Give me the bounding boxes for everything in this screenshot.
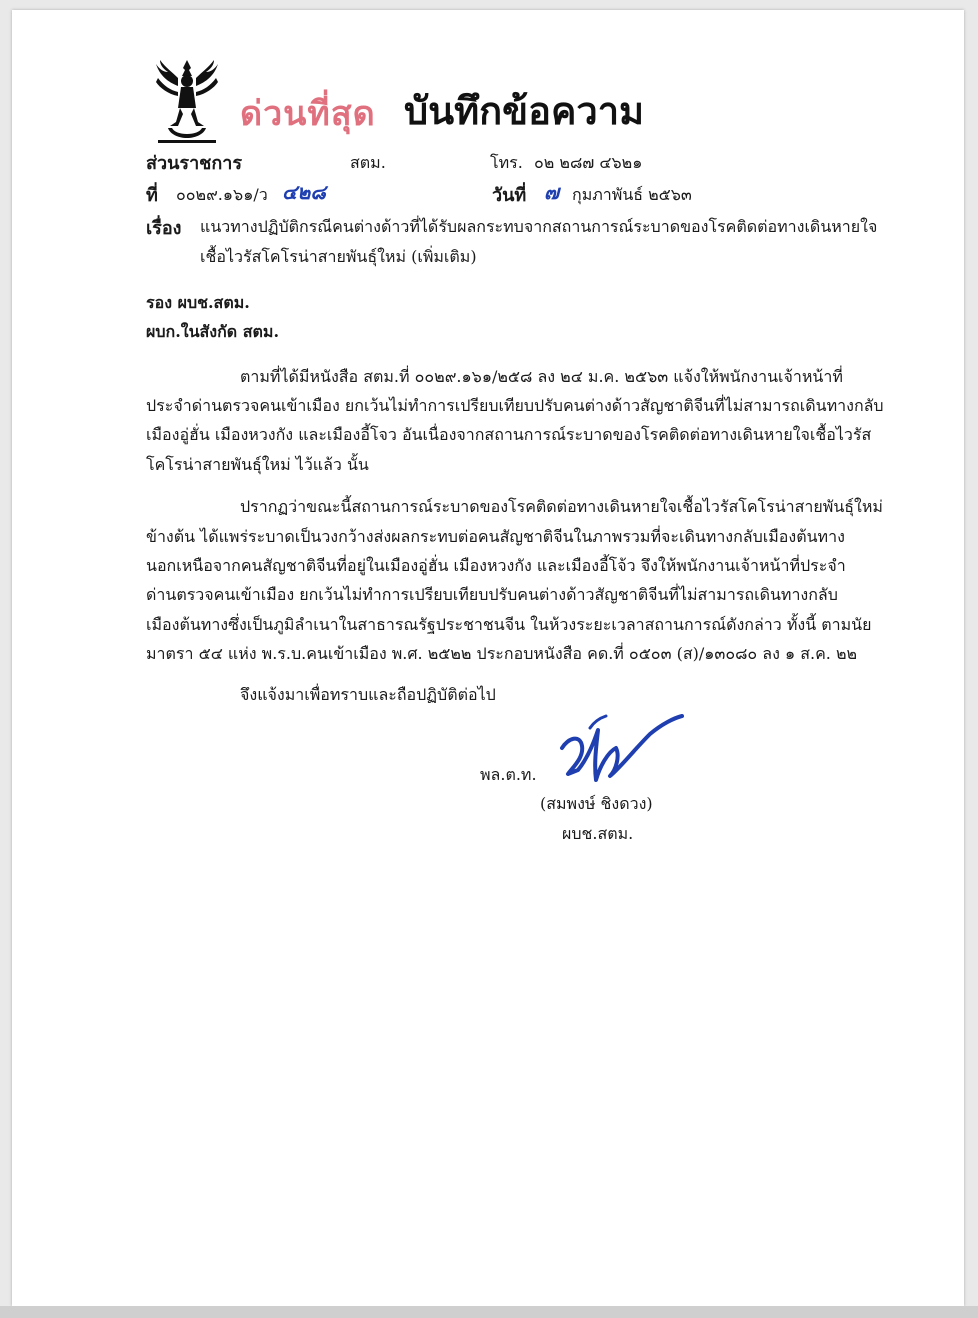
- para1-line: ตามที่ได้มีหนังสือ สตม.ที่ ๐๐๒๙.๑๖๑/๒๕๘ ลง ๒๔ ม.ค. ๒๕๖๓ แจ้งให้พนักงานเจ้าหน้าที่: [240, 367, 843, 386]
- memo-page: [12, 10, 964, 1306]
- recipient-line-1: รอง ผบช.สตม.: [146, 293, 250, 312]
- para1-line: ประจำด่านตรวจคนเข้าเมือง ยกเว้นไม่ทำการเปรียบเทียบปรับคนต่างด้าวสัญชาติจีนที่ไม่สามารถเดินทางกลับ: [146, 396, 884, 415]
- signer-rank: พล.ต.ท.: [480, 765, 537, 784]
- department-label: ส่วนราชการ: [146, 153, 243, 174]
- department-value: สตม.: [350, 153, 386, 172]
- scan-bottom-edge: [0, 1306, 978, 1318]
- garuda-emblem-icon: [150, 56, 224, 146]
- para2-line: เมืองต้นทางซึ่งเป็นภูมิลำเนาในสาธารณรัฐประชาชนจีน ในห้วงระยะเวลาสถานการณ์ดังกล่าว ทั้งนี้ ตามนัย: [146, 615, 872, 634]
- para1-line: โคโรน่าสายพันธุ์ใหม่ ไว้แล้ว นั้น: [146, 455, 369, 474]
- closing-line: จึงแจ้งมาเพื่อทราบและถือปฏิบัติต่อไป: [240, 685, 496, 704]
- para2-line: ข้างต้น ได้แพร่ระบาดเป็นวงกว้างส่งผลกระทบต่อคนสัญชาติจีนในภาพรวมที่จะเดินทางกลับเมืองต้นทาง: [146, 527, 845, 546]
- para2-line: นอกเหนือจากคนสัญชาติจีนที่อยู่ในเมืองอู่ฮั่น เมืองหวงกัง และเมืองอี้โจ้ว จึงให้พนักงานเจ้าหน้าที่ประจำ: [146, 556, 846, 575]
- urgency-stamp: ด่วนที่สุด: [240, 94, 376, 134]
- handwritten-signature: [550, 708, 690, 798]
- phone-label: โทร.: [490, 153, 523, 172]
- date-day-handwritten: ๗: [544, 180, 560, 204]
- para2-line: ปรากฏว่าขณะนี้สถานการณ์ระบาดของโรคติดต่อทางเดินหายใจเชื้อไวรัสโคโรน่าสายพันธุ์ใหม่: [240, 497, 883, 516]
- date-label: วันที่: [492, 185, 527, 206]
- subject-label: เรื่อง: [146, 218, 182, 239]
- date-rest: กุมภาพันธ์ ๒๕๖๓: [572, 185, 692, 204]
- recipient-line-2: ผบก.ในสังกัด สตม.: [146, 322, 280, 341]
- subject-line-1: แนวทางปฏิบัติกรณีคนต่างด้าวที่ได้รับผลกระทบจากสถานการณ์ระบาดของโรคติดต่อทางเดินหายใจ: [200, 217, 878, 236]
- signer-position: ผบช.สตม.: [562, 824, 634, 843]
- para2-line: มาตรา ๕๔ แห่ง พ.ร.บ.คนเข้าเมือง พ.ศ. ๒๕๒๒ ประกอบหนังสือ คด.ที่ ๐๕๐๓ (ส)/๑๓๐๘๐ ลง ๑ ส.ค. ๒๒: [146, 644, 858, 663]
- para1-line: เมืองอู่ฮั่น เมืองหวงกัง และเมืองอี้โจว อันเนื่องจากสถานการณ์ระบาดของโรคติดต่อทางเดินหายใจเชื้อไวรัส: [146, 425, 872, 444]
- ref-prefix: ๐๐๒๙.๑๖๑/ว: [176, 185, 268, 204]
- subject-line-2: เชื้อไวรัสโคโรน่าสายพันธุ์ใหม่ (เพิ่มเติม): [200, 247, 477, 266]
- signer-name: (สมพงษ์ ชิงดวง): [540, 794, 653, 813]
- memo-title: บันทึกข้อความ: [404, 88, 645, 133]
- para2-line: ด่านตรวจคนเข้าเมือง ยกเว้นไม่ทำการเปรียบเทียบปรับคนต่างด้าวสัญชาติจีนที่ไม่สามารถเดินทางกลับ: [146, 585, 838, 604]
- ref-number-handwritten: ๔๒๘: [282, 180, 326, 204]
- ref-label: ที่: [146, 185, 158, 206]
- phone-value: ๐๒ ๒๘๗ ๔๖๒๑: [534, 153, 643, 172]
